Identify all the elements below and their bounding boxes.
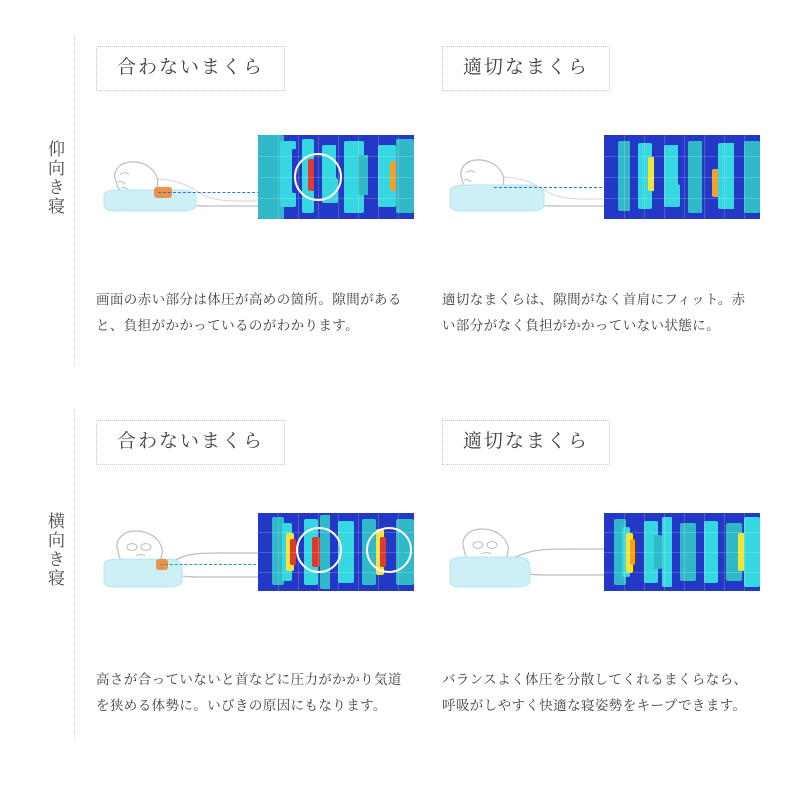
- alignment-guide-line-side-bad: [160, 564, 266, 565]
- panel-supine-good: [442, 46, 760, 340]
- highlight-circle-pressure-neck: [296, 527, 342, 573]
- illustration-side-bad: [96, 509, 414, 617]
- caption-side-good: バランスよく体圧を分散してくれるまくらなら、呼吸がしやすく快適な寝姿勢をキープできます。: [442, 672, 748, 714]
- caption-supine-bad: 画面の赤い部分は体圧が高めの箇所。隙間があると、負担がかかっているのがわかります。: [96, 292, 402, 334]
- row-divider-supine: [74, 36, 75, 366]
- row-divider-side: [74, 410, 75, 740]
- person-supine-good-illustration: [442, 135, 617, 235]
- panel-title-supine-bad: 合わないまくら: [96, 46, 285, 91]
- person-supine-bad-illustration: [96, 135, 271, 235]
- caption-side-bad: 高さが合っていないと首などに圧力がかかり気道を狭める体勢に。いびきの原因にもなります。: [96, 672, 402, 714]
- illustration-side-good: [442, 509, 760, 617]
- highlight-circle-pressure: [294, 153, 342, 201]
- caption-supine-good: 適切なまくらは、隙間がなく首肩にフィット。赤い部分がなく負担がかかっていない状態に。: [442, 292, 746, 334]
- panel-title-side-good: 適切なまくら: [442, 420, 610, 465]
- panel-supine-bad: [96, 46, 414, 340]
- panel-title-side-bad: 合わないまくら: [96, 420, 285, 465]
- panel-title-supine-good: 適切なまくら: [442, 46, 610, 91]
- person-side-good-illustration: [442, 509, 617, 609]
- panel-side-good: [442, 420, 760, 720]
- row-label-supine: 仰向き寝: [45, 140, 64, 216]
- row-label-side: 横向き寝: [45, 512, 64, 588]
- illustration-supine-good: [442, 135, 760, 243]
- pressure-map-side-good: [604, 513, 760, 591]
- alignment-guide-line-supine-good: [494, 187, 612, 188]
- highlight-circle-pressure-hip: [366, 527, 412, 573]
- person-side-bad-illustration: [96, 509, 271, 609]
- pressure-map-supine-good: [604, 135, 760, 219]
- panel-side-bad: [96, 420, 414, 720]
- alignment-guide-line-supine-bad: [158, 192, 270, 193]
- illustration-supine-bad: [96, 135, 414, 243]
